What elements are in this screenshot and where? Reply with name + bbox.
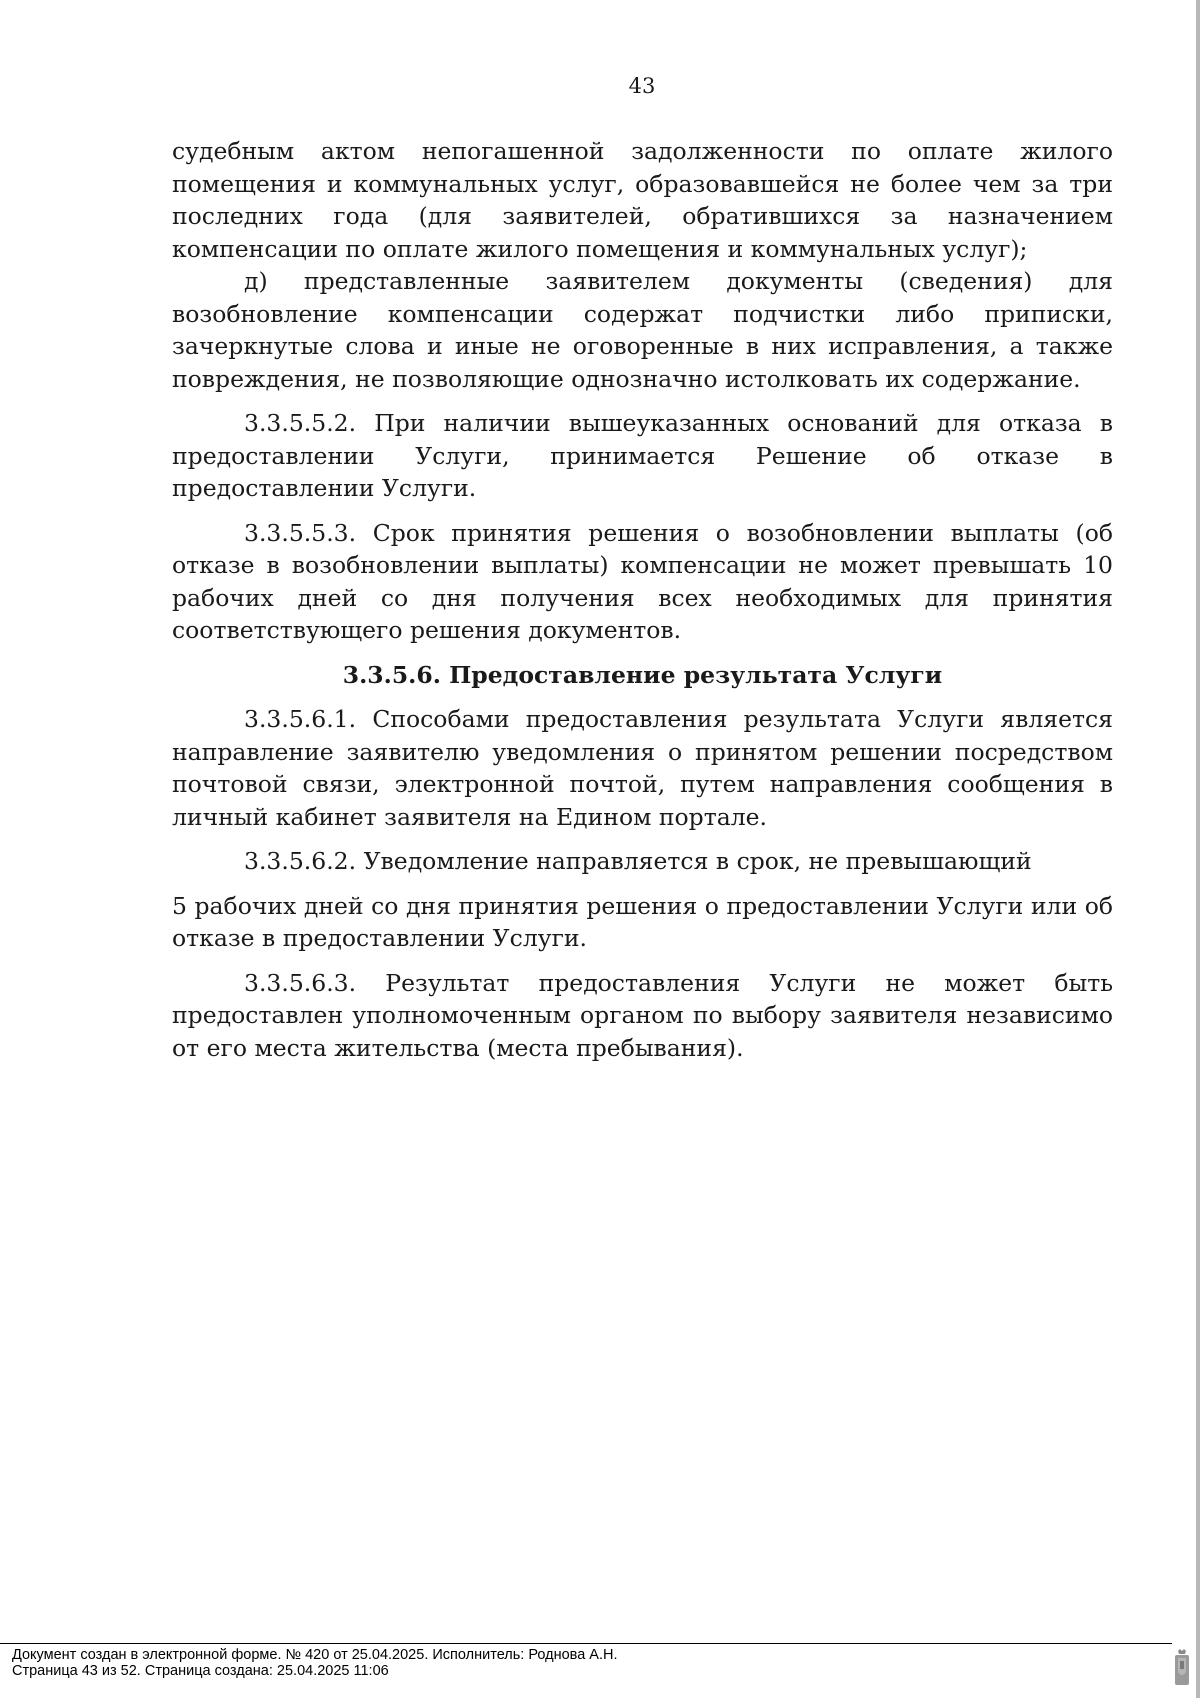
footer (12, 1647, 618, 1679)
paragraph-item-d: д) представленные заявителем документы (сведения) для возобновление компенсации содержат подчистки либо приписки, зачеркнутые слова и иные не оговоренные в них исправления, а также повреждения, не позволяющие однозначно истолковать их содержание. (172, 267, 1113, 393)
page-number: 43 (628, 74, 656, 98)
paragraph-continuation: судебным актом непогашенной задолженности по оплате жилого помещения и коммунальных услуг, образовавшейся не более чем за три последних года (для заявителей, обратившихся за назначением компенсации по оплате жилого помещения и коммунальных услуг); (172, 137, 1113, 263)
footer-document-info: Документ создан в электронной форме. № 420 от 25.04.2025. Исполнитель: Роднова А.Н. (12, 1647, 618, 1663)
document-body (172, 135, 1113, 1076)
page-edge (1196, 0, 1200, 1698)
footer-page-info: Страница 43 из 52. Страница создана: 25.04.2025 11:06 (12, 1663, 389, 1679)
paragraph-3-3-5-6-2: 3.3.5.6.2. Уведомление направляется в срок, не превышающий (244, 847, 1032, 875)
coat-of-arms-icon (1172, 1648, 1192, 1688)
footer-divider (0, 1643, 1172, 1644)
section-heading: 3.3.5.6. Предоставление результата Услуги (342, 660, 943, 689)
paragraph-3-3-5-6-2-continuation: 5 рабочих дней со дня принятия решения о предоставлении Услуги или об отказе в предоставлении Услуги. (172, 891, 1113, 952)
paragraph-3-3-5-5-2: 3.3.5.5.2. При наличии вышеуказанных оснований для отказа в предоставлении Услуги, принимается Решение об отказе в предоставлении Услуги. (172, 409, 1113, 502)
paragraph-3-3-5-6-1: 3.3.5.6.1. Способами предоставления результата Услуги является направление заявителю уведомления о принятом решении посредством почтовой связи, электронной почтой, путем направления сообщения в личный кабинет заявителя на Едином портале. (172, 705, 1113, 831)
paragraph-3-3-5-6-3: 3.3.5.6.3. Результат предоставления Услуги не может быть предоставлен уполномоченным органом по выбору заявителя независимо от его места жительства (места пребывания). (172, 968, 1113, 1062)
paragraph-3-3-5-5-3: 3.3.5.5.3. Срок принятия решения о возобновлении выплаты (об отказе в возобновлении выплаты) компенсации не может превышать 10 рабочих дней со дня получения всех необходимых для принятия соответствующего решения документов. (172, 518, 1113, 644)
